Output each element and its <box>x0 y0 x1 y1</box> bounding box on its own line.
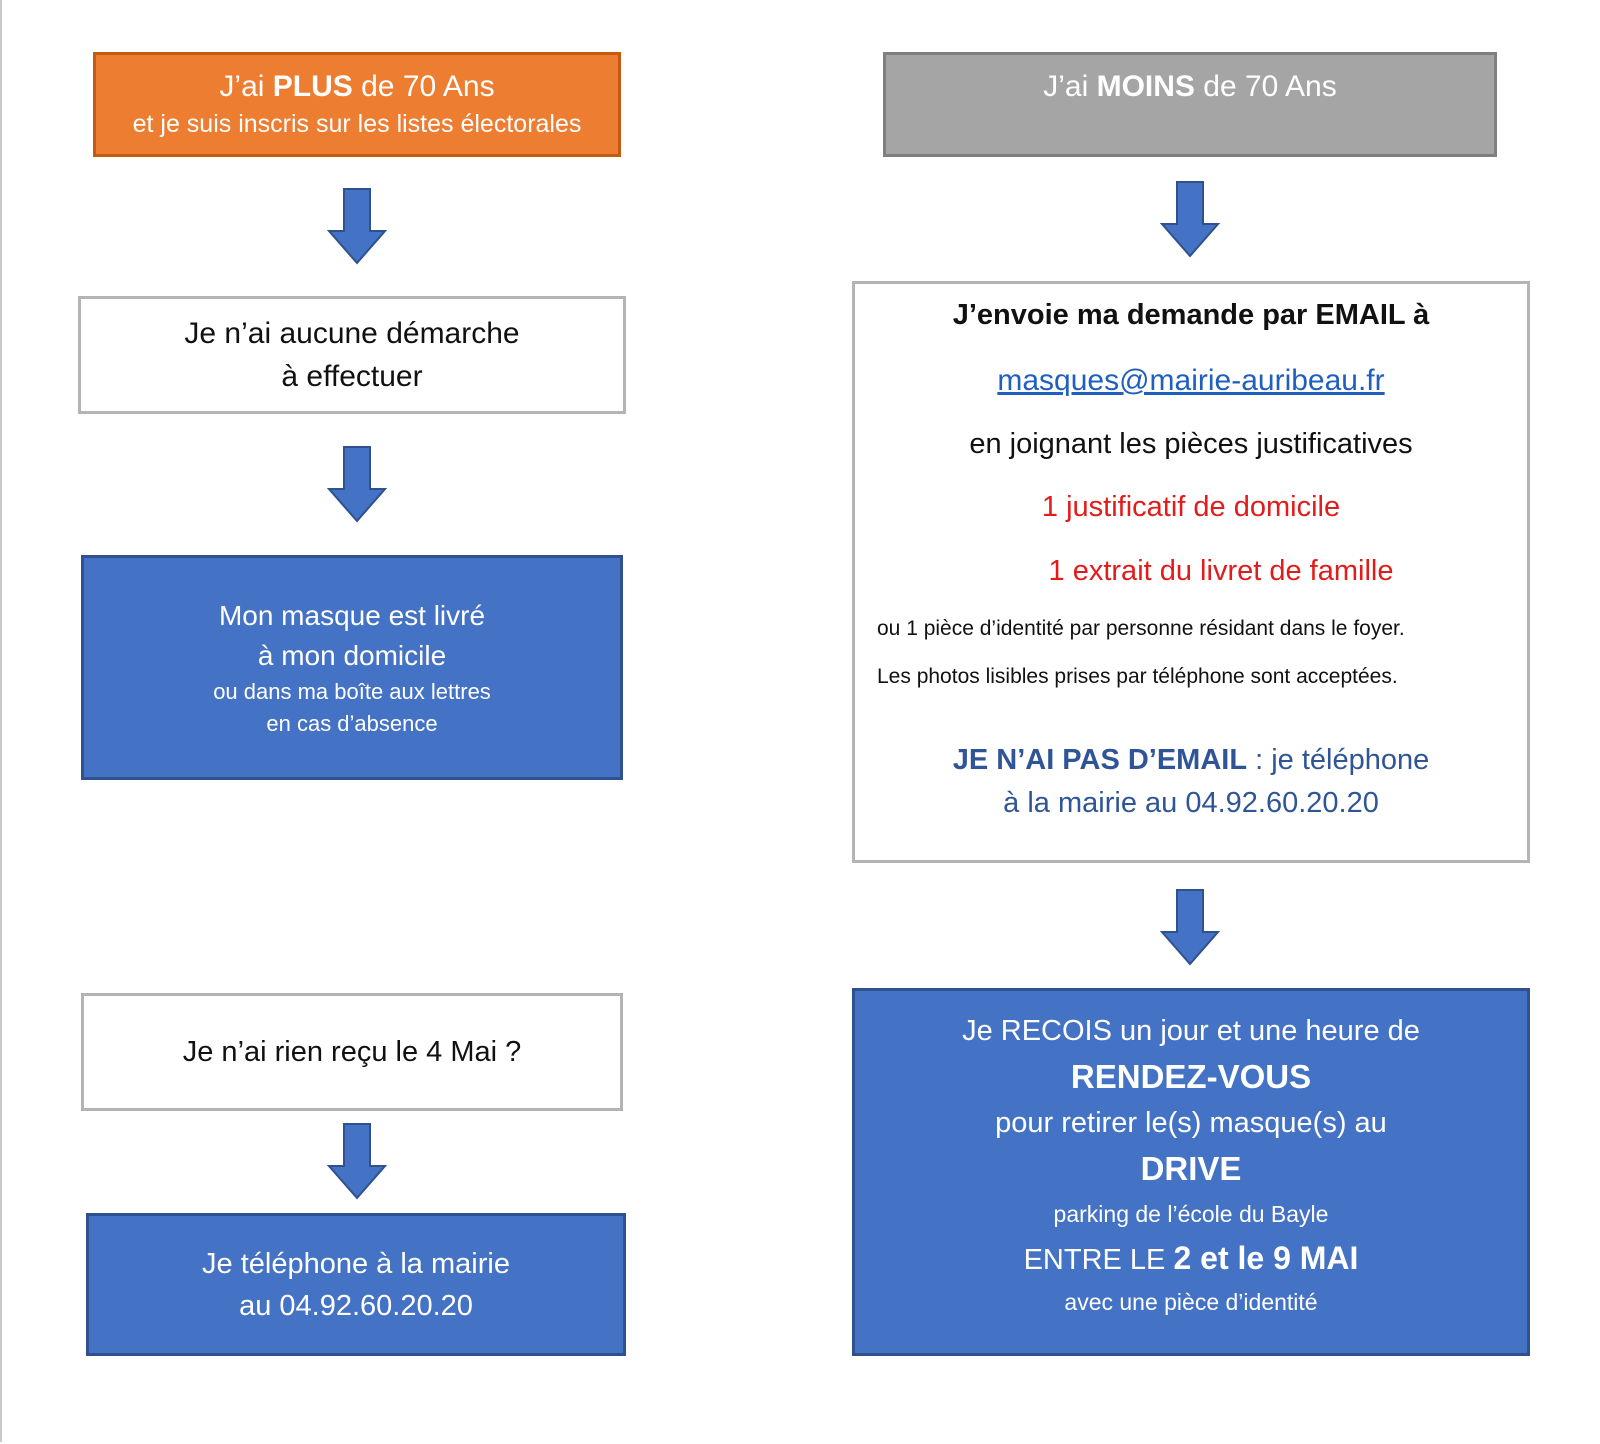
nothing-received-text: Je n’ai rien reçu le 4 Mai ? <box>182 1035 522 1068</box>
doc-domicile: 1 justificatif de domicile <box>1041 491 1341 523</box>
appointment-line-3: pour retirer le(s) masque(s) au <box>995 1107 1387 1139</box>
appointment-drive: DRIVE <box>1140 1150 1242 1187</box>
no-action-line-2: à effectuer <box>281 360 423 393</box>
email-link[interactable]: masques@mairie-auribeau.fr <box>997 364 1385 397</box>
delivered-line-1: Mon masque est livré <box>218 599 486 631</box>
arrow-down-icon <box>1160 888 1220 966</box>
arrow-down-icon <box>1160 180 1220 258</box>
no-email-line-2: à la mairie au 04.92.60.20.20 <box>1003 787 1379 819</box>
delivered-line-2: à mon domicile <box>257 639 447 671</box>
appointment-rendez-vous: RENDEZ-VOUS <box>1070 1058 1312 1095</box>
doc-livret: 1 extrait du livret de famille <box>1048 555 1394 587</box>
header-under-70 <box>883 52 1497 157</box>
appointment-location: parking de l’école du Bayle <box>1053 1201 1329 1227</box>
header-under-70-title: J’ai MOINS de 70 Ans <box>1043 70 1337 103</box>
phone-box <box>86 1213 626 1356</box>
arrow-down-icon <box>327 187 387 265</box>
photos-accepted: Les photos lisibles prises par téléphone sont acceptées. <box>877 665 1398 688</box>
no-action-line-1: Je n’ai aucune démarche <box>184 317 520 350</box>
appointment-id: avec une pièce d’identité <box>1064 1289 1318 1315</box>
email-title: J’envoie ma demande par EMAIL à <box>952 299 1430 331</box>
no-action-box <box>78 296 626 414</box>
no-email-line-1: JE N’AI PAS D’EMAIL : je téléphone <box>952 744 1430 776</box>
delivered-box <box>81 555 623 780</box>
delivered-line-3: ou dans ma boîte aux lettres <box>213 678 491 704</box>
delivered-line-4: en cas d’absence <box>266 710 438 736</box>
appointment-dates: ENTRE LE 2 et le 9 MAI <box>1023 1240 1359 1276</box>
header-over-70-subtitle: et je suis inscris sur les listes électorales <box>132 110 582 138</box>
phone-line-2: au 04.92.60.20.20 <box>239 1289 473 1322</box>
doc-alternative: ou 1 pièce d’identité par personne résidant dans le foyer. <box>877 617 1405 640</box>
nothing-received-box <box>81 993 623 1111</box>
header-over-70 <box>93 52 621 157</box>
header-over-70-title: J’ai PLUS de 70 Ans <box>219 70 495 103</box>
arrow-down-icon <box>327 1122 387 1200</box>
arrow-down-icon <box>327 445 387 523</box>
appointment-line-1: Je RECOIS un jour et une heure de <box>962 1015 1420 1047</box>
phone-line-1: Je téléphone à la mairie <box>202 1247 510 1280</box>
email-request-box <box>852 281 1530 863</box>
attach-text: en joignant les pièces justificatives <box>969 428 1413 460</box>
appointment-box <box>852 988 1530 1356</box>
